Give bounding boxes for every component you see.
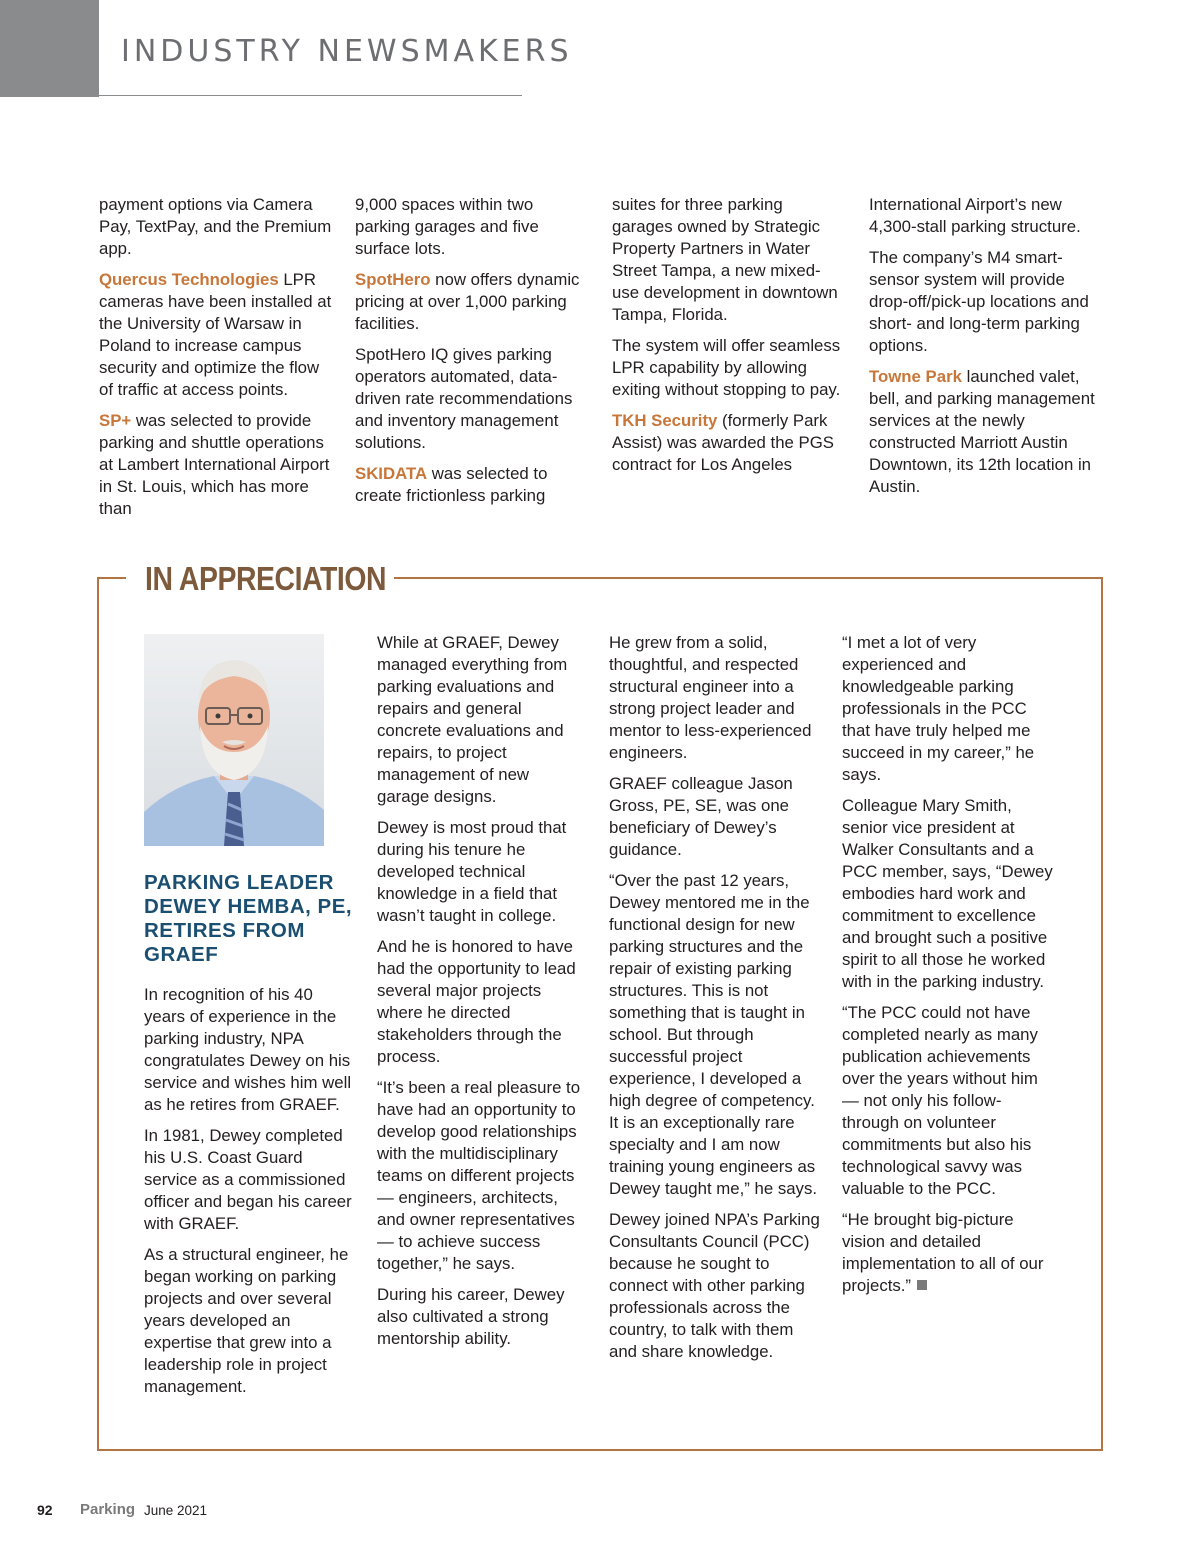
article-paragraph: Dewey is most proud that during his tenure he developed technical knowledge in a field that wasn’t taught in college. [377,818,567,925]
article-paragraph: “The PCC could not have completed nearly as many publication achievements over the years without him — not only his follow-through on volunteer commitments but also his technological savvy was valuable to the PCC. [842,1003,1038,1198]
appreciation-column-3 [609,632,823,1372]
appreciation-column-4 [842,632,1056,1306]
appreciation-title: IN APPRECIATION [145,560,387,597]
issue-date: June 2021 [144,1503,208,1518]
article-paragraph: In 1981, Dewey completed his U.S. Coast Guard service as a commissioned officer and began his career with GRAEF. [144,1126,352,1233]
company-name: Towne Park [869,367,962,386]
news-paragraph: The company’s M4 smart-sensor system will provide drop-off/pick-up locations and short- and long-term parking options. [869,248,1089,355]
news-item-sp-plus: SP+ was selected to provide parking and shuttle operations at Lambert International Airport in St. Louis, which has more than [99,411,330,518]
article-paragraph: Colleague Mary Smith, senior vice president at Walker Consultants and a PCC member, says, “Dewey embodies hard work and commitment to excellence and brought such a positive spirit to all those he worked with in the parking industry. [842,796,1053,991]
article-paragraph-final: “He brought big-picture vision and detailed implementation to all of our projects.” [842,1210,1044,1295]
appreciation-column-2 [377,632,585,1359]
portrait-photo [144,634,324,846]
company-name: Quercus Technologies [99,270,279,289]
header-color-block [0,0,99,97]
article-paragraph: “Over the past 12 years, Dewey mentored me in the functional design for new parking structures and the repair of existing parking structures. This is not something that is taught in school. But through successful project experience, I developed a high degree of competency. It is an exceptionally rare specialty and I am now training young engineers as Dewey taught me,” he says. [609,871,817,1198]
news-item-skidata: SKIDATA was selected to create frictionless parking [355,464,548,505]
article-paragraph: “It’s been a real pleasure to have had an opportunity to develop good relationships with the multidisciplinary teams on different projects — engineers, architects, and owner representatives — to achieve success together,” he says. [377,1078,581,1273]
article-paragraph: During his career, Dewey also cultivated a strong mentorship ability. [377,1285,565,1348]
news-item-towne-park: Towne Park launched valet, bell, and parking management services at the newly constructed Marriott Austin Downtown, its 12th location in Austin. [869,367,1095,496]
news-item-tkh: TKH Security (formerly Park Assist) was awarded the PGS contract for Los Angeles [612,411,834,474]
article-paragraph: In recognition of his 40 years of experience in the parking industry, NPA congratulates Dewey on his service and wishes him well as he retires from GRAEF. [144,985,352,1114]
publication-name: Parking [80,1501,136,1518]
article-paragraph: “I met a lot of very experienced and knowledgeable parking professionals in the PCC that have truly helped me succeed in my career,” he says. [842,633,1035,784]
end-mark-icon [917,1280,927,1290]
company-name: SKIDATA [355,464,428,483]
article-paragraph: GRAEF colleague Jason Gross, PE, SE, was one beneficiary of Dewey’s guidance. [609,774,793,859]
news-paragraph: 9,000 spaces within two parking garages and five surface lots. [355,195,539,258]
news-column-3 [612,194,844,485]
company-name: TKH Security [612,411,718,430]
news-paragraph: payment options via Camera Pay, TextPay, and the Premium app. [99,195,332,258]
header-rule [99,95,522,96]
page-number: 92 [37,1502,53,1518]
article-headline: PARKING LEADER DEWEY HEMBA, PE, RETIRES FROM GRAEF [144,871,353,966]
news-paragraph: SpotHero IQ gives parking operators automated, data-driven rate recommendations and inventory management solutions. [355,345,573,452]
company-name: SpotHero [355,270,431,289]
company-name: SP+ [99,411,132,430]
article-paragraph: He grew from a solid, thoughtful, and respected structural engineer into a strong project leader and mentor to less-experienced engineers. [609,633,812,762]
news-item-spothero: SpotHero now offers dynamic pricing at over 1,000 parking facilities. [355,270,580,333]
news-paragraph: International Airport’s new 4,300-stall parking structure. [869,195,1081,236]
news-column-1 [99,194,335,529]
portrait-image [144,634,324,846]
article-paragraph: As a structural engineer, he began working on parking projects and over several years developed an expertise that grew into a leadership role in project management. [144,1245,349,1396]
news-paragraph: suites for three parking garages owned by Strategic Property Partners in Water Street Tampa, a new mixed-use development in downtown Tampa, Florida. [612,195,838,324]
article-paragraph: And he is honored to have had the opportunity to lead several major projects where he directed stakeholders through the process. [377,937,576,1066]
news-item-quercus: Quercus Technologies LPR cameras have been installed at the University of Warsaw in Poland to increase campus security and optimize the flow of traffic at access points. [99,270,332,399]
section-title: INDUSTRY NEWSMAKERS [121,34,573,69]
news-column-2 [355,194,591,516]
news-column-4 [869,194,1105,507]
appreciation-column-1 [144,984,356,1407]
article-paragraph: While at GRAEF, Dewey managed everything from parking evaluations and repairs and general concrete evaluations and repairs, to project management of new garage designs. [377,633,568,806]
article-paragraph: Dewey joined NPA’s Parking Consultants Council (PCC) because he sought to connect with other parking professionals across the country, to talk with them and share knowledge. [609,1210,820,1361]
news-paragraph: The system will offer seamless LPR capability by allowing exiting without stopping to pay. [612,336,841,399]
